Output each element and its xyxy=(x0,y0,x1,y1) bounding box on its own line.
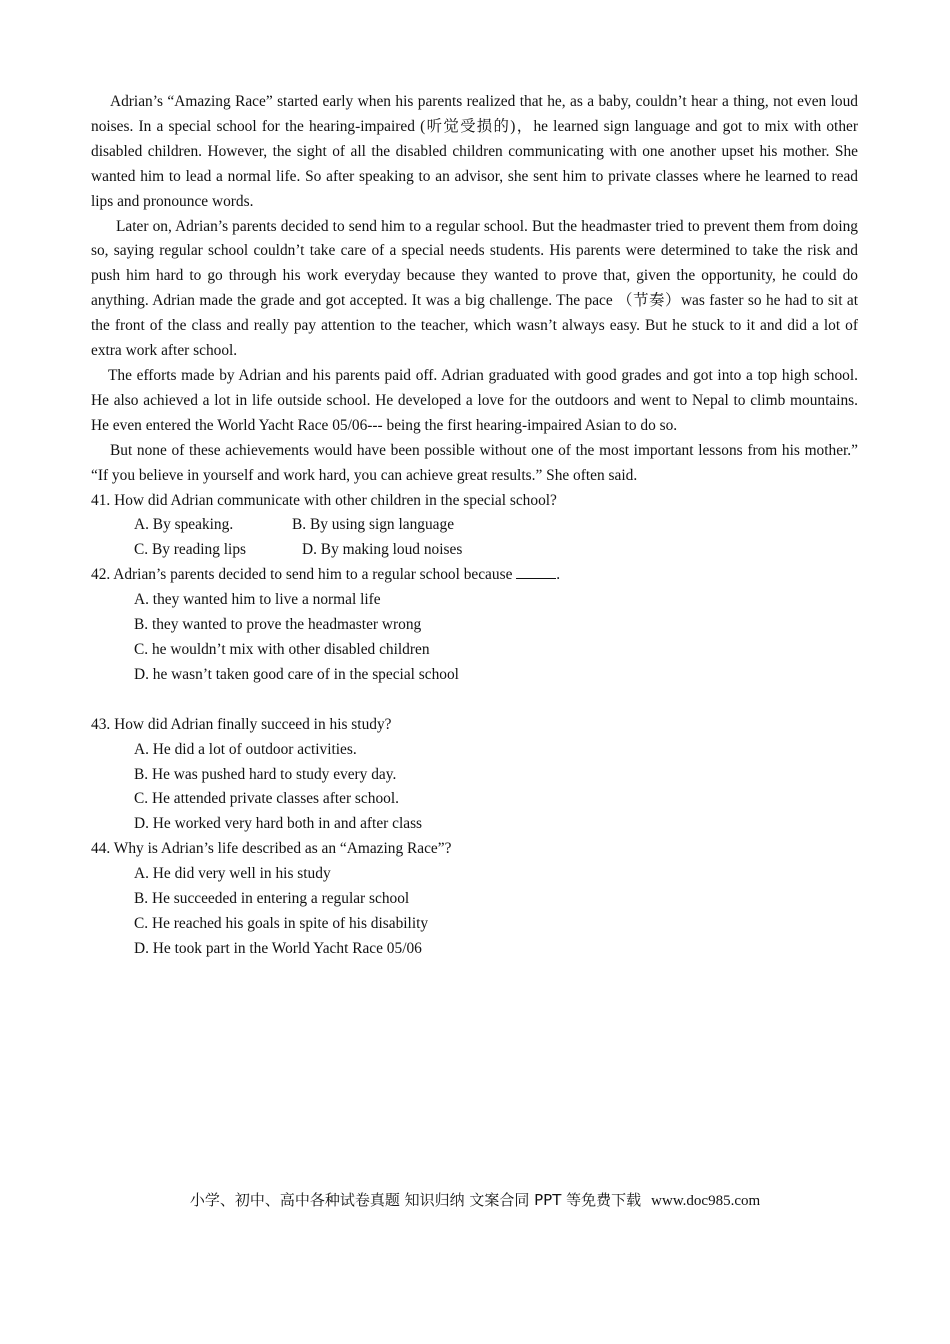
question-42-option-c: C. he wouldn’t mix with other disabled children xyxy=(134,640,430,658)
question-43-option-a: A. He did a lot of outdoor activities. xyxy=(134,740,357,758)
exam-content xyxy=(91,90,858,962)
question-44-option-a: A. He did very well in his study xyxy=(134,865,331,883)
question-41-option-d: D. By making loud noises xyxy=(302,541,463,559)
question-41-option-b: B. By using sign language xyxy=(292,516,455,534)
question-43-option-c: C. He attended private classes after school. xyxy=(134,790,399,808)
page-footer xyxy=(0,1189,950,1210)
passage-paragraph-3: The efforts made by Adrian and his parents paid off. Adrian graduated with good grades and got into a top high school. He also achieved a lot in life outside school. He developed a love for the outdoors and went to Nepal to climb mountains. He even entered the World Yacht Race 05/06--- being the first hearing-impaired Asian to do so. xyxy=(91,366,858,434)
answer-blank xyxy=(516,564,556,579)
question-42-text-before: 42. Adrian’s parents decided to send him to a regular school because xyxy=(91,566,513,584)
question-41 xyxy=(91,489,858,564)
question-41-text: 41. How did Adrian communicate with other children in the special school? xyxy=(91,491,557,509)
question-43-option-b: B. He was pushed hard to study every day. xyxy=(134,765,397,783)
question-44 xyxy=(91,837,858,962)
question-42-option-b: B. they wanted to prove the headmaster wrong xyxy=(134,616,422,634)
question-43-option-d: D. He worked very hard both in and after class xyxy=(134,815,423,833)
question-42-option-a: A. they wanted him to live a normal life xyxy=(134,591,381,609)
question-43 xyxy=(91,713,858,838)
spacer xyxy=(91,688,858,713)
question-41-option-a: A. By speaking. xyxy=(134,516,234,534)
passage-paragraph-1: Adrian’s “Amazing Race” started early when his parents realized that he, as a baby, couldn’t hear a thing, not even loud noises. In a special school for the hearing-impaired (听觉受损的)，he learned sign language and got to mix with other disabled children. However, the sight of all the disabled children communicating with one another upset his mother. She wanted him to lead a normal life. So after speaking to an advisor, she sent him to private classes where he learned to read lips and pronounce words. xyxy=(91,93,858,210)
question-42-text-after: . xyxy=(556,566,561,584)
question-44-option-d: D. He took part in the World Yacht Race 05/06 xyxy=(134,939,422,957)
passage-paragraph-4: But none of these achievements would have been possible without one of the most important lessons from his mother.” “If you believe in yourself and work hard, you can achieve great results.” She often said. xyxy=(91,441,858,484)
footer-text: 小学、初中、高中各种试卷真题 知识归纳 文案合同 PPT 等免费下载 xyxy=(189,1191,642,1209)
question-41-options-row-2 xyxy=(91,538,858,563)
question-44-option-b: B. He succeeded in entering a regular school xyxy=(134,890,410,908)
question-41-option-c: C. By reading lips xyxy=(134,541,247,559)
question-44-text: 44. Why is Adrian’s life described as an “Amazing Race”? xyxy=(91,840,452,858)
question-42-text xyxy=(91,563,858,588)
question-42 xyxy=(91,563,858,688)
passage-paragraph-2: Later on, Adrian’s parents decided to send him to a regular school. But the headmaster tried to prevent them from doing so, saying regular school couldn’t take care of a special needs students. His parents were determined to take the risk and push him hard to go through his work everyday because they wanted to prove that, given the opportunity, he could do anything. Adrian made the grade and got accepted. It was a big challenge. The pace （节奏）was faster so he had to sit at the front of the class and really pay attention to the teacher, which wasn’t always easy. But he stuck to it and did a lot of extra work after school. xyxy=(91,217,858,360)
question-42-option-d: D. he wasn’t taken good care of in the special school xyxy=(134,665,459,683)
question-44-option-c: C. He reached his goals in spite of his disability xyxy=(134,915,429,932)
footer-url[interactable]: www.doc985.com xyxy=(651,1193,761,1209)
question-41-options-row-1 xyxy=(91,513,858,538)
question-43-text: 43. How did Adrian finally succeed in his study? xyxy=(91,715,392,733)
